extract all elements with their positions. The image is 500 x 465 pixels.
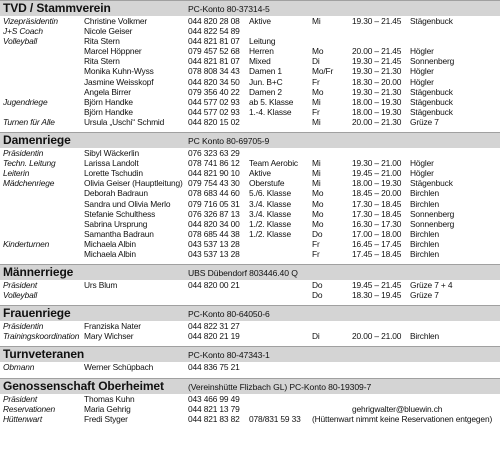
cell-role: Präsident [3,393,38,404]
cell-day: Mi [312,178,321,189]
cell-name: Marcel Höppner [84,46,142,57]
cell-name: Sandra und Olivia Merlo [84,198,171,209]
cell-role: Turnen für Alle [3,116,55,127]
cell-phone: 076 326 87 13 [188,208,240,219]
cell-role: Hüttenwart [3,413,42,424]
bank-account: PC-Konto 80-37314-5 [188,4,270,14]
cell-phone: 044 820 21 19 [188,331,240,342]
cell-name: Mary Wichser [84,331,134,342]
cell-day: Fr [312,248,320,259]
section-title: Männerriege [3,265,74,280]
cell-time: 19.30 – 21.45 [352,16,402,26]
table-row [0,66,500,76]
cell-place: Högler [410,168,434,179]
cell-phone: 044 821 81 07 [188,56,240,67]
section-title: Frauenriege [3,306,71,321]
cell-phone: 079 356 40 22 [188,86,240,97]
table-row [0,46,500,56]
table-row [0,219,500,229]
table-row [0,331,500,341]
cell-day: Di [312,331,320,342]
cell-role: Obmann [3,362,35,373]
cell-phone: 044 836 75 21 [188,362,240,373]
table-row [0,404,500,414]
table-row [0,239,500,249]
cell-phone: 044 821 83 82 [188,413,240,424]
cell-name: Nicole Geiser [84,26,133,37]
cell-phone: 044 820 15 02 [188,116,240,127]
table-row [0,56,500,66]
cell-group: Aktive [249,16,271,26]
cell-time: 19.30 – 21.30 [352,66,402,77]
cell-day: Mo [312,188,324,199]
cell-name: Stefanie Schulthess [84,208,156,219]
table-row [0,158,500,168]
cell-place: Grüze 7 + 4 [410,280,453,291]
cell-role: Volleyball [3,290,38,301]
table-row [0,168,500,178]
cell-role: Leiterin [3,168,30,179]
cell-name: Olivia Geiser (Hauptleitung) [84,178,183,189]
table-row [0,178,500,188]
cell-day: Mo [312,198,324,209]
cell-name: Deborah Badraun [84,188,148,199]
cell-place: Högler [410,46,434,57]
cell-place: Sonnenberg [410,56,455,67]
cell-phone: 044 821 90 10 [188,168,240,179]
cell-time: 17.00 – 18.00 [352,228,402,239]
bank-account: (Vereinshütte Flizbach GL) PC-Konto 80-19309-7 [188,381,372,392]
cell-place: Birchlen [410,238,440,249]
cell-phone: 044 820 34 50 [188,76,240,87]
cell-time: 16.30 – 17.30 [352,218,402,229]
section-2 [0,264,500,305]
cell-place: Stägenbuck [410,178,453,189]
cell-place: Grüze 7 [410,116,439,127]
cell-time: 20.00 – 21.45 [352,46,402,57]
table-row [0,199,500,209]
cell-name: Angela Birrer [84,86,131,97]
cell-time: 17.30 – 18.45 [352,208,402,219]
cell-phone: 044 822 31 27 [188,321,240,332]
section-header [0,0,500,16]
cell-place: Birchlen [410,248,440,259]
section-spacer [0,424,500,429]
cell-role: Kinderturnen [3,238,50,249]
cell-role: Präsidentin [3,148,44,159]
table-row [0,280,500,290]
cell-phone: 078 741 86 12 [188,158,240,169]
table-row [0,394,500,404]
cell-phone: 044 577 02 93 [188,106,240,117]
section-3 [0,305,500,346]
cell-group: 5./6. Klasse [249,188,291,199]
table-row [0,188,500,198]
section-title: Turnveteranen [3,347,85,362]
cell-time: 19.30 – 21.30 [352,86,402,97]
table-row [0,229,500,239]
cell-place: Stägenbuck [410,96,453,107]
cell-day: Mi [312,116,321,127]
cell-phone: 044 821 13 79 [188,403,240,414]
cell-group: 078/831 59 33 [249,413,301,424]
cell-role: Vizepräsidentin [3,16,58,26]
cell-day: Mo [312,86,324,97]
cell-name: Franziska Nater [84,321,141,332]
cell-group: Damen 2 [249,86,282,97]
section-4 [0,346,500,377]
cell-phone: 044 821 81 07 [188,36,240,47]
table-row [0,36,500,46]
cell-role: Reservationen [3,403,56,414]
cell-place: Birchlen [410,228,440,239]
cell-role: Jugendriege [3,96,48,107]
bank-account: UBS Dübendorf 803446.40 Q [188,268,298,279]
cell-place: Högler [410,66,434,77]
cell-name: Thomas Kuhn [84,393,135,404]
cell-name: Monika Kuhn-Wyss [84,66,154,77]
bank-account: PC-Konto 80-64050-6 [188,309,270,320]
cell-place: Stägenbuck [410,106,453,117]
bank-account: PC-Konto 80-47343-1 [188,350,270,361]
cell-group: Damen 1 [249,66,282,77]
cell-day: Mo [312,208,324,219]
cell-day: Mi [312,168,321,179]
section-header [0,378,500,394]
cell-time: 19.30 – 21.00 [352,158,402,169]
cell-day: Mi [312,158,321,169]
cell-role: Präsident [3,280,38,291]
cell-name: Samantha Badraun [84,228,154,239]
cell-role: Techn. Leitung [3,158,56,169]
cell-phone: 043 537 13 28 [188,248,240,259]
cell-group: 1./2. Klasse [249,218,291,229]
cell-name: Maria Gehrig [84,403,131,414]
cell-group: 3./4. Klasse [249,208,291,219]
cell-day: Fr [312,106,320,117]
cell-group: Mixed [249,56,271,67]
section-title: TVD / Stammverein [3,1,111,15]
cell-phone: 044 822 54 89 [188,26,240,37]
cell-time: 19.30 – 21.45 [352,56,402,67]
cell-name: Rita Stern [84,56,120,67]
cell-name: Björn Handke [84,96,133,107]
cell-name: Werner Schüpbach [84,362,154,373]
cell-name: Sibyl Wäckerlin [84,148,139,159]
cell-name: Ursula „Uschi“ Schmid [84,116,165,127]
cell-time: 20.00 – 21.30 [352,116,402,127]
cell-place: Högler [410,158,434,169]
section-header [0,346,500,362]
cell-name: Christine Volkmer [84,16,148,26]
cell-name: Jasmine Weisskopf [84,76,154,87]
cell-place: Birchlen [410,188,440,199]
cell-phone: 079 716 05 31 [188,198,240,209]
table-row [0,87,500,97]
cell-name: Michaela Albin [84,238,136,249]
cell-phone: 078 685 44 38 [188,228,240,239]
table-row [0,362,500,372]
cell-day: Do [312,280,323,291]
section-header [0,264,500,280]
cell-day: Di [312,56,320,67]
cell-name: Fredi Styger [84,413,128,424]
section-header [0,132,500,148]
cell-time[interactable]: gehrigwalter@bluewin.ch [352,403,443,414]
table-row [0,321,500,331]
cell-time: 19.45 – 21.45 [352,280,402,291]
cell-day: Fr [312,76,320,87]
cell-phone: 044 820 00 21 [188,280,240,291]
cell-group: Herren [249,46,274,57]
cell-place: Sonnenberg [410,218,455,229]
cell-group: Jun. B+C [249,76,283,87]
cell-day: Mi [312,96,321,107]
cell-role: J+S Coach [3,26,43,37]
cell-day: Fr [312,238,320,249]
table-row [0,148,500,158]
cell-group: 1./2. Klasse [249,228,291,239]
cell-day: (Hüttenwart nimmt keine Reservationen entgegen) [312,413,493,424]
cell-place: Högler [410,76,434,87]
cell-place: Sonnenberg [410,208,455,219]
cell-phone: 078 808 34 43 [188,66,240,77]
cell-time: 18.00 – 19.30 [352,96,402,107]
cell-time: 20.00 – 21.00 [352,331,402,342]
cell-time: 18.00 – 19.30 [352,106,402,117]
cell-phone: 043 466 99 49 [188,393,240,404]
cell-time: 18.30 – 19.45 [352,290,402,301]
cell-phone: 043 537 13 28 [188,238,240,249]
cell-name: Sabrina Ursprung [84,218,148,229]
cell-phone: 044 577 02 93 [188,96,240,107]
cell-name: Urs Blum [84,280,118,291]
section-5 [0,378,500,429]
cell-phone: 076 323 63 29 [188,148,240,159]
section-0 [0,0,500,132]
cell-place: Stägenbuck [410,16,453,26]
table-row [0,249,500,259]
bank-account: PC Konto 80-69705-9 [188,136,270,147]
table-row [0,16,500,26]
cell-time: 17.45 – 18.45 [352,248,402,259]
cell-group: Team Aerobic [249,158,298,169]
section-title: Damenriege [3,133,71,148]
cell-place: Birchlen [410,198,440,209]
cell-day: Mi [312,16,321,26]
cell-role: Präsidentin [3,321,44,332]
table-row [0,209,500,219]
cell-phone: 079 457 52 68 [188,46,240,57]
cell-role: Trainingskoordination [3,331,80,342]
cell-group: 1.-4. Klasse [249,106,292,117]
cell-day: Mo/Fr [312,66,334,77]
section-header [0,305,500,321]
cell-place: Birchlen [410,331,440,342]
cell-time: 18.00 – 19.30 [352,178,402,189]
cell-day: Do [312,228,323,239]
table-row [0,290,500,300]
cell-day: Mo [312,46,324,57]
cell-time: 18.45 – 20.00 [352,188,402,199]
table-row [0,107,500,117]
section-title: Genossenschaft Oberheimet [3,378,164,393]
cell-name: Michaela Albin [84,248,136,259]
cell-group: 3./4. Klasse [249,198,291,209]
table-row [0,414,500,424]
cell-time: 17.30 – 18.45 [352,198,402,209]
table-row [0,97,500,107]
cell-phone: 079 754 43 30 [188,178,240,189]
cell-group: Aktive [249,168,271,179]
cell-day: Do [312,290,323,301]
cell-name: Rita Stern [84,36,120,47]
cell-time: 18.30 – 20.00 [352,76,402,87]
cell-name: Larissa Landolt [84,158,139,169]
cell-phone: 044 820 28 08 [188,16,240,26]
cell-phone: 078 683 44 60 [188,188,240,199]
cell-place: Stägenbuck [410,86,453,97]
cell-group: Leitung [249,36,276,47]
cell-time: 19.45 – 21.00 [352,168,402,179]
cell-name: Björn Handke [84,106,133,117]
cell-role: Volleyball [3,36,38,47]
cell-day: Mo [312,218,324,229]
cell-name: Lorette Tschudin [84,168,143,179]
cell-group: ab 5. Klasse [249,96,294,107]
table-row [0,117,500,127]
table-row [0,77,500,87]
table-row [0,26,500,36]
cell-time: 16.45 – 17.45 [352,238,402,249]
cell-phone: 044 820 34 00 [188,218,240,229]
section-1 [0,132,500,264]
cell-role: Mädchenriege [3,178,55,189]
cell-place: Grüze 7 [410,290,439,301]
cell-group: Oberstufe [249,178,285,189]
